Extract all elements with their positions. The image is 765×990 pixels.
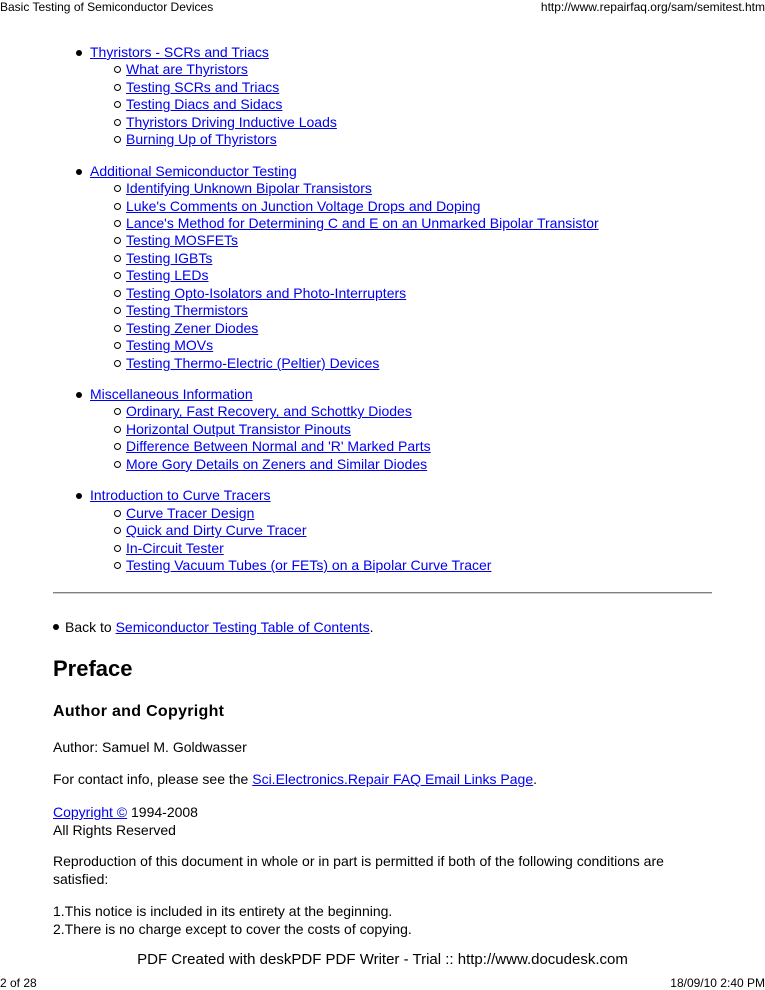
toc-group xyxy=(53,44,733,149)
table-of-contents xyxy=(53,44,733,589)
toc-subitem xyxy=(53,522,733,539)
condition-item: 2.There is no charge except to cover the costs of copying. xyxy=(53,920,412,937)
bullet-circle-icon xyxy=(114,101,121,108)
bullet-circle-icon xyxy=(114,66,121,73)
toc-subitem xyxy=(53,114,733,131)
bullet-disc-icon xyxy=(76,50,82,56)
back-suffix: . xyxy=(369,619,374,635)
toc-subitem xyxy=(53,180,733,197)
toc-subitem xyxy=(53,421,733,438)
bullet-circle-icon xyxy=(114,510,121,517)
bullet-circle-icon xyxy=(114,136,121,143)
toc-subitem xyxy=(53,198,733,215)
back-to-toc-link[interactable]: Semiconductor Testing Table of Contents xyxy=(115,619,370,635)
bullet-circle-icon xyxy=(114,255,121,262)
toc-section-link[interactable]: Thyristors - SCRs and Triacs xyxy=(90,44,269,60)
bullet-circle-icon xyxy=(114,185,121,192)
condition-item: 1.This notice is included in its entirety at the beginning. xyxy=(53,903,393,919)
toc-subitem xyxy=(53,232,733,249)
contact-prefix: For contact info, please see the xyxy=(53,771,253,787)
toc-subitem-link[interactable]: Testing Thermo-Electric (Peltier) Devices xyxy=(126,354,380,371)
horizontal-rule xyxy=(53,592,712,594)
bullet-disc-icon xyxy=(76,493,82,499)
bullet-circle-icon xyxy=(114,562,121,569)
reproduction-paragraph: Reproduction of this document in whole or in part is permitted if both of the following conditions are satisfied: xyxy=(53,853,664,887)
toc-subitem-link[interactable]: Lance's Method for Determining C and E on an Unmarked Bipolar Transistor xyxy=(126,214,599,231)
toc-subitem-link[interactable]: Horizontal Output Transistor Pinouts xyxy=(126,420,351,437)
bullet-circle-icon xyxy=(114,325,121,332)
page-number: 2 of 28 xyxy=(0,976,37,990)
bullet-disc-icon xyxy=(53,624,59,630)
toc-subitem-link[interactable]: Testing Vacuum Tubes (or FETs) on a Bipolar Curve Tracer xyxy=(126,557,492,574)
contact-suffix: . xyxy=(533,771,538,787)
toc-subitem-link[interactable]: Luke's Comments on Junction Voltage Drops and Doping xyxy=(126,197,481,214)
toc-subitem-link[interactable]: Ordinary, Fast Recovery, and Schottky Diodes xyxy=(126,403,412,420)
print-datetime: 18/09/10 2:40 PM xyxy=(670,976,765,990)
toc-subitem-link[interactable]: Testing Thermistors xyxy=(126,302,248,319)
toc-subitem-link[interactable]: Identifying Unknown Bipolar Transistors xyxy=(126,180,372,197)
toc-subitem-link[interactable]: Testing MOSFETs xyxy=(126,232,239,249)
bullet-circle-icon xyxy=(114,426,121,433)
toc-group xyxy=(53,386,733,473)
bullet-circle-icon xyxy=(114,342,121,349)
toc-subitem xyxy=(53,131,733,148)
email-links-page-link[interactable]: Sci.Electronics.Repair FAQ Email Links Page xyxy=(252,771,534,787)
toc-section-item xyxy=(53,386,733,403)
bullet-circle-icon xyxy=(114,290,121,297)
bullet-circle-icon xyxy=(114,203,121,210)
toc-group xyxy=(53,163,733,372)
toc-subitem xyxy=(53,337,733,354)
toc-subitem xyxy=(53,320,733,337)
toc-subitem-link[interactable]: Testing MOVs xyxy=(126,337,214,354)
toc-subitem-link[interactable]: Testing Diacs and Sidacs xyxy=(126,96,283,113)
toc-subitem xyxy=(53,215,733,232)
bullet-circle-icon xyxy=(114,220,121,227)
bullet-circle-icon xyxy=(114,119,121,126)
copyright-link[interactable]: Copyright © xyxy=(53,804,128,820)
toc-subitem xyxy=(53,61,733,78)
toc-subitem xyxy=(53,302,733,319)
author-copyright-heading: Author and Copyright xyxy=(53,703,225,720)
bullet-circle-icon xyxy=(114,461,121,468)
conditions-list xyxy=(53,903,703,938)
toc-subitem xyxy=(53,505,733,522)
toc-subitem-link[interactable]: What are Thyristors xyxy=(126,61,248,78)
toc-subitem xyxy=(53,355,733,372)
bullet-circle-icon xyxy=(114,307,121,314)
toc-subitem-link[interactable]: In-Circuit Tester xyxy=(126,539,224,556)
all-rights-reserved: All Rights Reserved xyxy=(53,821,176,838)
toc-section-link[interactable]: Additional Semiconductor Testing xyxy=(90,162,297,179)
toc-section-item xyxy=(53,44,733,61)
toc-subitem xyxy=(53,285,733,302)
back-prefix: Back to xyxy=(65,619,116,635)
bullet-circle-icon xyxy=(114,237,121,244)
toc-subitem-link[interactable]: Burning Up of Thyristors xyxy=(126,131,277,148)
preface-heading: Preface xyxy=(53,656,133,681)
contact-line xyxy=(53,771,703,789)
toc-group xyxy=(53,487,733,574)
bullet-circle-icon xyxy=(114,272,121,279)
toc-subitem-link[interactable]: More Gory Details on Zeners and Similar Diodes xyxy=(126,455,428,472)
bullet-circle-icon xyxy=(114,84,121,91)
toc-section-link[interactable]: Miscellaneous Information xyxy=(90,386,253,403)
copyright-block xyxy=(53,804,703,839)
bullet-circle-icon xyxy=(114,545,121,552)
toc-subitem xyxy=(53,540,733,557)
toc-subitem-link[interactable]: Testing SCRs and Triacs xyxy=(126,78,280,95)
page-header-title: Basic Testing of Semiconductor Devices xyxy=(0,0,214,14)
toc-subitem-link[interactable]: Thyristors Driving Inductive Loads xyxy=(126,113,337,130)
copyright-years: 1994-2008 xyxy=(127,804,198,820)
bullet-circle-icon xyxy=(114,527,121,534)
bullet-disc-icon xyxy=(76,392,82,398)
toc-subitem-link[interactable]: Testing LEDs xyxy=(126,267,209,284)
toc-subitem xyxy=(53,79,733,96)
toc-subitem xyxy=(53,403,733,420)
toc-subitem-link[interactable]: Quick and Dirty Curve Tracer xyxy=(126,522,307,539)
toc-subitem-link[interactable]: Testing Opto-Isolators and Photo-Interrupters xyxy=(126,284,407,301)
toc-subitem xyxy=(53,267,733,284)
toc-section-item xyxy=(53,487,733,504)
toc-subitem xyxy=(53,96,733,113)
page-header-url: http://www.repairfaq.org/sam/semitest.htm xyxy=(540,0,765,14)
toc-subitem xyxy=(53,438,733,455)
toc-section-link[interactable]: Introduction to Curve Tracers xyxy=(90,487,271,504)
author-line: Author: Samuel M. Goldwasser xyxy=(53,739,247,755)
toc-subitem xyxy=(53,557,733,574)
toc-subitem-link[interactable]: Curve Tracer Design xyxy=(126,504,255,521)
toc-section-item xyxy=(53,163,733,180)
bullet-circle-icon xyxy=(114,443,121,450)
toc-subitem xyxy=(53,456,733,473)
bullet-circle-icon xyxy=(114,408,121,415)
toc-subitem-link[interactable]: Testing Zener Diodes xyxy=(126,319,259,336)
toc-subitem xyxy=(53,250,733,267)
back-link-item xyxy=(53,618,373,636)
bullet-disc-icon xyxy=(76,169,82,175)
bullet-circle-icon xyxy=(114,360,121,367)
toc-subitem-link[interactable]: Difference Between Normal and 'R' Marked Parts xyxy=(126,438,431,455)
pdf-writer-banner: PDF Created with deskPDF PDF Writer - Trial :: http://www.docudesk.com xyxy=(137,951,628,968)
toc-subitem-link[interactable]: Testing IGBTs xyxy=(126,249,213,266)
